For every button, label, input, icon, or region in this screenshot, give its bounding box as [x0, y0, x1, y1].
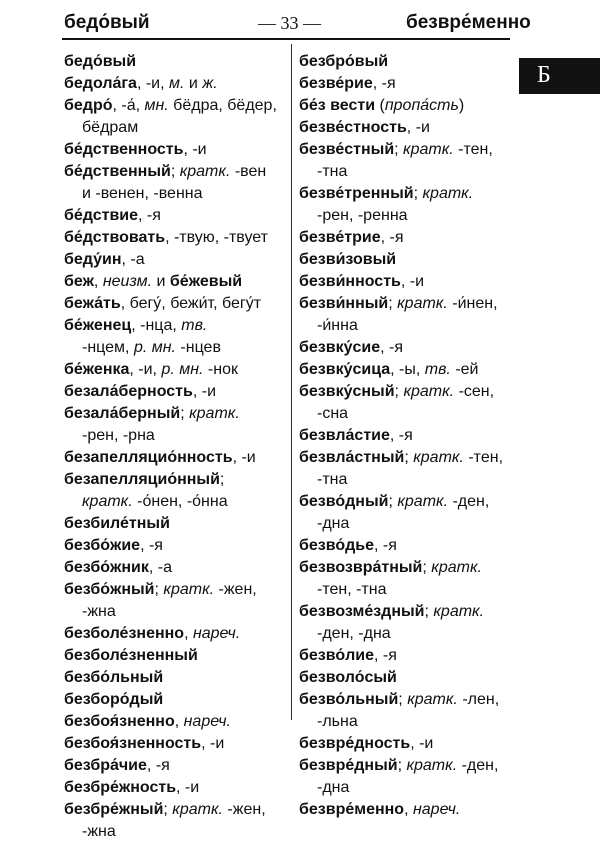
grammar-label: нареч. [192, 625, 241, 642]
entry-text: -ей [450, 361, 479, 378]
grammar-label: ж. [202, 75, 218, 92]
dictionary-entry [64, 359, 290, 381]
dictionary-entry [299, 359, 511, 381]
headword: безбре́жность [64, 779, 177, 796]
headword: безво́льный [299, 691, 399, 708]
headword: безвозме́здный [299, 603, 425, 620]
grammar-label: кратк. [431, 559, 482, 576]
grammar-label: м. [168, 75, 185, 92]
dictionary-entry [299, 689, 511, 711]
entry-text: -рен, -рна [82, 427, 155, 444]
entry-text: и [184, 75, 203, 92]
grammar-label: нареч. [183, 713, 231, 730]
dictionary-entry [299, 557, 511, 579]
entry-text: , -а [121, 251, 145, 268]
grammar-label: кратк. [422, 185, 474, 202]
headword: бе́з вести [299, 97, 376, 114]
entry-text: бёдрам [82, 119, 139, 136]
entry-text: , [174, 713, 184, 730]
dictionary-entry [299, 183, 511, 205]
entry-continuation [299, 205, 511, 227]
entry-text: , -и, [136, 75, 169, 92]
entry-text: -сен, [454, 383, 495, 400]
entry-text: ) [458, 97, 465, 114]
entry-continuation [64, 183, 290, 205]
grammar-label: кратк. [406, 757, 458, 774]
headword: бе́дствовать [64, 229, 166, 246]
entry-text: , -и [406, 119, 430, 136]
headword: безбре́жный [64, 801, 164, 818]
entry-text: , -я [374, 647, 397, 664]
dictionary-entry [64, 623, 290, 645]
headword: безвку́сный [299, 383, 395, 400]
page-number: — 33 — [258, 13, 321, 33]
entry-continuation [64, 425, 290, 447]
dictionary-entry [64, 469, 290, 491]
entry-text: ; [413, 185, 423, 202]
entry-continuation [299, 315, 511, 337]
dictionary-entry [299, 271, 511, 293]
entry-text: ; [163, 801, 173, 818]
entry-text: , [93, 273, 103, 290]
entry-text: -льна [317, 713, 358, 730]
dictionary-entry [299, 381, 511, 403]
entry-text: , -ы, [390, 361, 425, 378]
entry-text: -дна [317, 515, 350, 532]
entry-text: ; [424, 603, 434, 620]
headword: безве́рие [299, 75, 373, 92]
entry-text: -жна [82, 823, 116, 840]
headword: безво́дный [299, 493, 389, 510]
entry-continuation [64, 491, 290, 513]
entry-text: , -и [400, 273, 425, 290]
dictionary-entry [299, 51, 511, 73]
right-column [299, 51, 511, 821]
dictionary-entry [299, 667, 511, 689]
dictionary-entry [64, 513, 290, 535]
headword: безви́зовый [299, 251, 397, 268]
headword: безбо́жный [64, 581, 155, 598]
dictionary-entry [299, 139, 511, 161]
entry-text: , -и [410, 735, 434, 752]
entry-text: -тен, [453, 141, 493, 158]
headword: безвла́стный [299, 449, 405, 466]
entry-text: , -я [140, 537, 163, 554]
entry-text: ; [397, 757, 407, 774]
grammar-label: кратк. [179, 163, 231, 180]
headword: безбоя́зненность [64, 735, 202, 752]
dictionary-entry [299, 117, 511, 139]
dictionary-entry [64, 315, 290, 337]
grammar-label: кратк. [397, 295, 448, 312]
grammar-label: кратк. [189, 405, 240, 422]
headword: безвре́дность [299, 735, 411, 752]
dictionary-entry [299, 535, 511, 557]
headword: безволо́сый [299, 669, 397, 686]
entry-text: , -я [380, 229, 404, 246]
entry-text: , -и [176, 779, 200, 796]
dictionary-entry [64, 139, 290, 161]
dictionary-entry [64, 161, 290, 183]
entry-text: , -а [148, 559, 172, 576]
headword: безви́нность [299, 273, 401, 290]
headword: безвку́сие [299, 339, 381, 356]
entry-text: , -я [138, 207, 161, 224]
headword: безбра́чие [64, 757, 147, 774]
dictionary-entry [299, 645, 511, 667]
entry-text: -дна [317, 779, 350, 796]
grammar-label: кратк. [433, 603, 485, 620]
dictionary-entry [299, 601, 511, 623]
entry-continuation [299, 579, 511, 601]
headword: бе́женец [64, 317, 132, 334]
entry-text: -жен, [214, 581, 257, 598]
headword: бежа́ть [64, 295, 121, 312]
dictionary-entry [299, 425, 511, 447]
entry-text: -ден, [448, 493, 490, 510]
grammar-label: кратк. [407, 691, 458, 708]
running-head-first-word: бедо́вый [64, 12, 150, 33]
entry-text: ; [394, 141, 404, 158]
grammar-label: кратк. [403, 141, 454, 158]
entry-text: ; [219, 471, 225, 488]
entry-text: -рен, -ренна [317, 207, 408, 224]
headword: безве́трие [299, 229, 381, 246]
entry-text: ; [398, 691, 408, 708]
dictionary-entry [299, 73, 511, 95]
entry-text: -ден, [457, 757, 499, 774]
entry-text: , -я [374, 537, 397, 554]
dictionary-entry [299, 337, 511, 359]
headword: безапелляцио́нный [64, 471, 220, 488]
headword: безбо́жие [64, 537, 141, 554]
entry-text: ; [388, 493, 398, 510]
dictionary-entry [64, 293, 290, 315]
dictionary-entry [64, 205, 290, 227]
entry-text: , [404, 801, 413, 818]
entry-text: -тен, [463, 449, 504, 466]
headword: безвре́менно [299, 801, 405, 818]
entry-text: -жен, [222, 801, 266, 818]
headword: безвозвра́тный [299, 559, 423, 576]
headword: безболе́зненно [64, 625, 185, 642]
entry-text: , -нца, [131, 317, 182, 334]
entry-text: , -и [201, 735, 225, 752]
headword: безво́дье [299, 537, 375, 554]
running-head-last-word: безвре́менно [406, 12, 531, 33]
grammar-label: кратк. [413, 449, 464, 466]
headword: безве́тренный [299, 185, 414, 202]
entry-text: и [152, 273, 170, 290]
headword: беж [64, 273, 94, 290]
grammar-label: тв. [181, 317, 208, 334]
entry-text: ; [394, 383, 404, 400]
dictionary-entry [64, 381, 290, 403]
dictionary-entry [64, 733, 290, 755]
left-column [64, 51, 290, 843]
headword: бедо́вый [64, 53, 137, 70]
dictionary-entry [64, 51, 290, 73]
headword: бедро́ [64, 97, 113, 114]
entry-continuation [64, 821, 290, 843]
dictionary-entry [64, 711, 290, 733]
entry-text: , -я [389, 427, 413, 444]
entry-text: , -и [232, 449, 256, 466]
entry-continuation [299, 623, 511, 645]
dictionary-entry [64, 271, 290, 293]
headword: беду́ин [64, 251, 122, 268]
headword: бе́дственность [64, 141, 184, 158]
headword: безбро́вый [299, 53, 389, 70]
thumb-index-letter: Б [537, 62, 551, 88]
headword: безвла́стие [299, 427, 390, 444]
entry-text: -нок [203, 361, 238, 378]
grammar-label: р. мн. [161, 361, 204, 378]
entry-text: бёдра, бёдер, [168, 97, 277, 114]
entry-continuation [64, 601, 290, 623]
dictionary-entry [64, 249, 290, 271]
grammar-label: тв. [424, 361, 451, 378]
dictionary-entry [64, 667, 290, 689]
entry-text: -тна [317, 471, 348, 488]
dictionary-entry [299, 95, 511, 117]
grammar-label: кратк. [82, 493, 133, 510]
entry-text: ; [388, 295, 398, 312]
entry-text: -нцем, [82, 339, 134, 356]
dictionary-entry [64, 777, 290, 799]
entry-continuation [299, 403, 511, 425]
header-rule [62, 38, 510, 40]
headword: безве́стность [299, 119, 407, 136]
entry-text: ; [154, 581, 164, 598]
entry-continuation [299, 513, 511, 535]
dictionary-entry [299, 733, 511, 755]
column-divider [291, 44, 292, 720]
headword: бе́дствие [64, 207, 139, 224]
dictionary-entry [299, 227, 511, 249]
headword: бе́жевый [169, 273, 243, 290]
grammar-label: нареч. [412, 801, 461, 818]
dictionary-entry [299, 491, 511, 513]
dictionary-entry [64, 403, 290, 425]
dictionary-entry [64, 535, 290, 557]
entry-continuation [64, 337, 290, 359]
headword: безбо́льный [64, 669, 164, 686]
entry-text: , -твую, -твует [165, 229, 268, 246]
dictionary-entry [64, 73, 290, 95]
headword: бедола́га [64, 75, 137, 92]
entry-text: , -а́, [112, 97, 145, 114]
headword: безапелляцио́нность [64, 449, 233, 466]
entry-text: -сна [317, 405, 349, 422]
entry-text: -вен [230, 163, 267, 180]
headword: безбо́жник [64, 559, 149, 576]
entry-text: , -я [146, 757, 170, 774]
entry-continuation [299, 469, 511, 491]
headword: безбиле́тный [64, 515, 170, 532]
grammar-label: р. мн. [133, 339, 176, 356]
dictionary-entry [64, 227, 290, 249]
dictionary-entry [299, 799, 511, 821]
entry-text: , [184, 625, 193, 642]
entry-text: -тен, -тна [317, 581, 387, 598]
grammar-label: кратк. [163, 581, 215, 598]
entry-text: -жна [82, 603, 116, 620]
entry-continuation [64, 117, 290, 139]
grammar-label: мн. [144, 97, 169, 114]
dictionary-entry [64, 557, 290, 579]
headword: безво́лие [299, 647, 375, 664]
entry-text: -нцев [175, 339, 221, 356]
thumb-index-tab [519, 58, 600, 94]
entry-continuation [299, 711, 511, 733]
grammar-label: неизм. [102, 273, 153, 290]
entry-text: -и́нен, [447, 295, 498, 312]
entry-text: ; [422, 559, 432, 576]
entry-text: -тна [317, 163, 348, 180]
entry-text: ( [375, 97, 385, 114]
grammar-label: кратк. [172, 801, 223, 818]
entry-text: , -я [372, 75, 396, 92]
entry-text: ; [180, 405, 190, 422]
headword: безвку́сица [299, 361, 391, 378]
dictionary-entry [64, 447, 290, 469]
dictionary-entry [64, 579, 290, 601]
entry-text: , -я [380, 339, 403, 356]
dictionary-entry [299, 447, 511, 469]
entry-text: -и́нна [317, 317, 358, 334]
entry-continuation [299, 777, 511, 799]
entry-text: , бегу́, бежи́т, бегу́т [120, 295, 262, 312]
dictionary-entry [64, 689, 290, 711]
headword: безборо́дый [64, 691, 164, 708]
dictionary-entry [299, 249, 511, 271]
dictionary-entry [64, 95, 290, 117]
grammar-label: кратк. [403, 383, 455, 400]
dictionary-entry [64, 755, 290, 777]
headword: безвре́дный [299, 757, 398, 774]
entry-text: и -венен, -венна [82, 185, 203, 202]
headword: безви́нный [299, 295, 389, 312]
headword: безбоя́зненно [64, 713, 175, 730]
dictionary-entry [64, 645, 290, 667]
page-header [0, 0, 600, 40]
headword: безала́берность [64, 383, 193, 400]
entry-text: ; [404, 449, 414, 466]
entry-text: ; [170, 163, 180, 180]
entry-text: -ден, -дна [317, 625, 391, 642]
entry-text: -о́нен, -о́нна [132, 493, 228, 510]
headword: безве́стный [299, 141, 395, 158]
headword: бе́дственный [64, 163, 171, 180]
entry-text: , -и [192, 383, 216, 400]
headword: безала́берный [64, 405, 181, 422]
entry-continuation [299, 161, 511, 183]
dictionary-entry [64, 799, 290, 821]
grammar-label: кратк. [397, 493, 449, 510]
entry-text: -лен, [457, 691, 500, 708]
grammar-label: пропа́сть [384, 97, 459, 114]
entry-text: , -и [183, 141, 207, 158]
dictionary-entry [299, 293, 511, 315]
dictionary-entry [299, 755, 511, 777]
headword: безболе́зненный [64, 647, 198, 664]
entry-text: , -и, [129, 361, 162, 378]
headword: бе́женка [64, 361, 130, 378]
